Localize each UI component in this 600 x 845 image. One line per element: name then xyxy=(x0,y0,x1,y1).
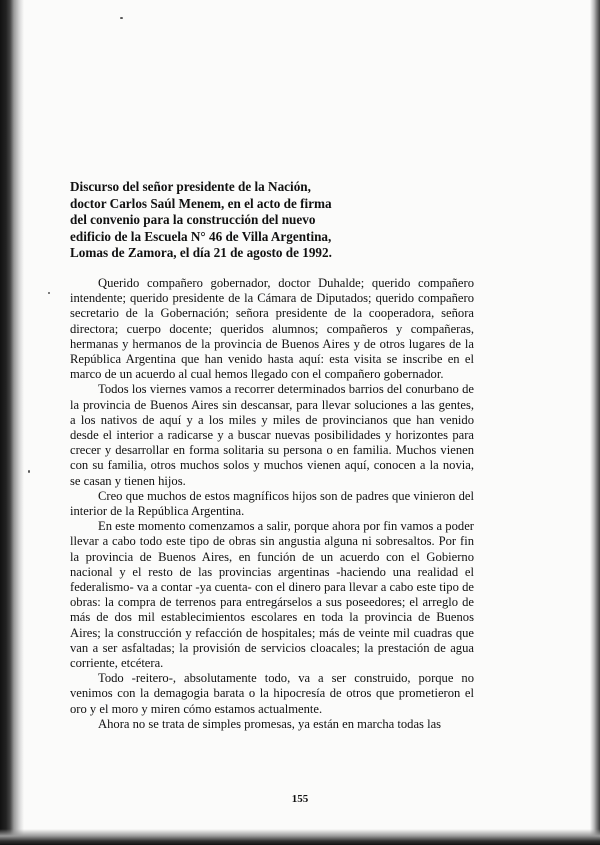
page-left-edge-shadow xyxy=(0,0,24,845)
body-paragraph: Todo -reitero-, absolutamente todo, va a ser construido, porque no venimos con la demagogia barata o la hipocresía de otros que prometieron el oro y el moro y miren cómo estamos actualmente. xyxy=(70,671,474,716)
heading-line: Lomas de Zamora, el día 21 de agosto de 1992. xyxy=(70,245,332,261)
page-bottom-edge-shadow xyxy=(0,829,600,845)
scan-speck xyxy=(48,292,50,294)
heading-line: Discurso del señor presidente de la Nación, xyxy=(70,179,311,194)
body-paragraph: Querido compañero gobernador, doctor Duhalde; querido compañero intendente; querido presidente de la Cámara de Diputados; querido compañero secretario de la Gobernación; señora presidente de la cooperadora, señora directora; cuerpo docente; queridos alumnos; compañeros y compañeras, hermanas y hermanos de la provincia de Buenos Aires y de otros lugares de la República Argentina que han venido hasta aquí: esta visita se inscribe en el marco de un acuerdo al cual hemos llegado con el compañero gobernador. xyxy=(70,276,474,382)
body-paragraph: Todos los viernes vamos a recorrer determinados barrios del conurbano de la provincia de Buenos Aires sin descansar, para llevar soluciones a las gentes, a los nativos de aquí y a los miles y miles de provincianos que han venido desde el interior a radicarse y a buscar nuevas posibilidades y horizontes para crecer y desarrollar en forma solitaria su persona o en familia. Muchos vienen con su familia, otros muchos solos y muchos vienen aquí, conocen a la novia, se casan y tienen hijos. xyxy=(70,382,474,488)
speech-body xyxy=(70,276,474,732)
body-paragraph: En este momento comenzamos a salir, porque ahora por fin vamos a poder llevar a cabo todo este tipo de obras sin angustia alguna ni sobresaltos. Por fin la provincia de Buenos Aires, en función de un acuerdo con el Gobierno nacional y el resto de las provincias argentinas -haciendo una realidad el federalismo- va a contar -ya cuenta- con el dinero para llevar a cabo este tipo de obras: la compra de terrenos para entregárselos a sus poseedores; el arreglo de más de dos mil establecimientos escolares en toda la provincia de Buenos Aires; la construcción y refacción de hospitales; más de veinte mil cuadras que van a ser asfaltadas; la provisión de servicios cloacales; la prestación de agua corriente, etcétera. xyxy=(70,519,474,671)
scan-speck xyxy=(28,470,30,473)
speech-heading xyxy=(70,179,430,262)
heading-line: doctor Carlos Saúl Menem, en el acto de firma xyxy=(70,195,332,211)
scan-speck xyxy=(120,17,123,19)
page-number: 155 xyxy=(291,793,309,805)
body-paragraph: Creo que muchos de estos magníficos hijos son de padres que vinieron del interior de la República Argentina. xyxy=(70,488,474,519)
heading-line: edificio de la Escuela N° 46 de Villa Argentina, xyxy=(70,228,332,244)
body-paragraph: Ahora no se trata de simples promesas, ya están en marcha todas las xyxy=(98,716,442,731)
page-right-edge-shadow xyxy=(590,0,600,845)
heading-line: del convenio para la construcción del nuevo xyxy=(70,212,316,228)
